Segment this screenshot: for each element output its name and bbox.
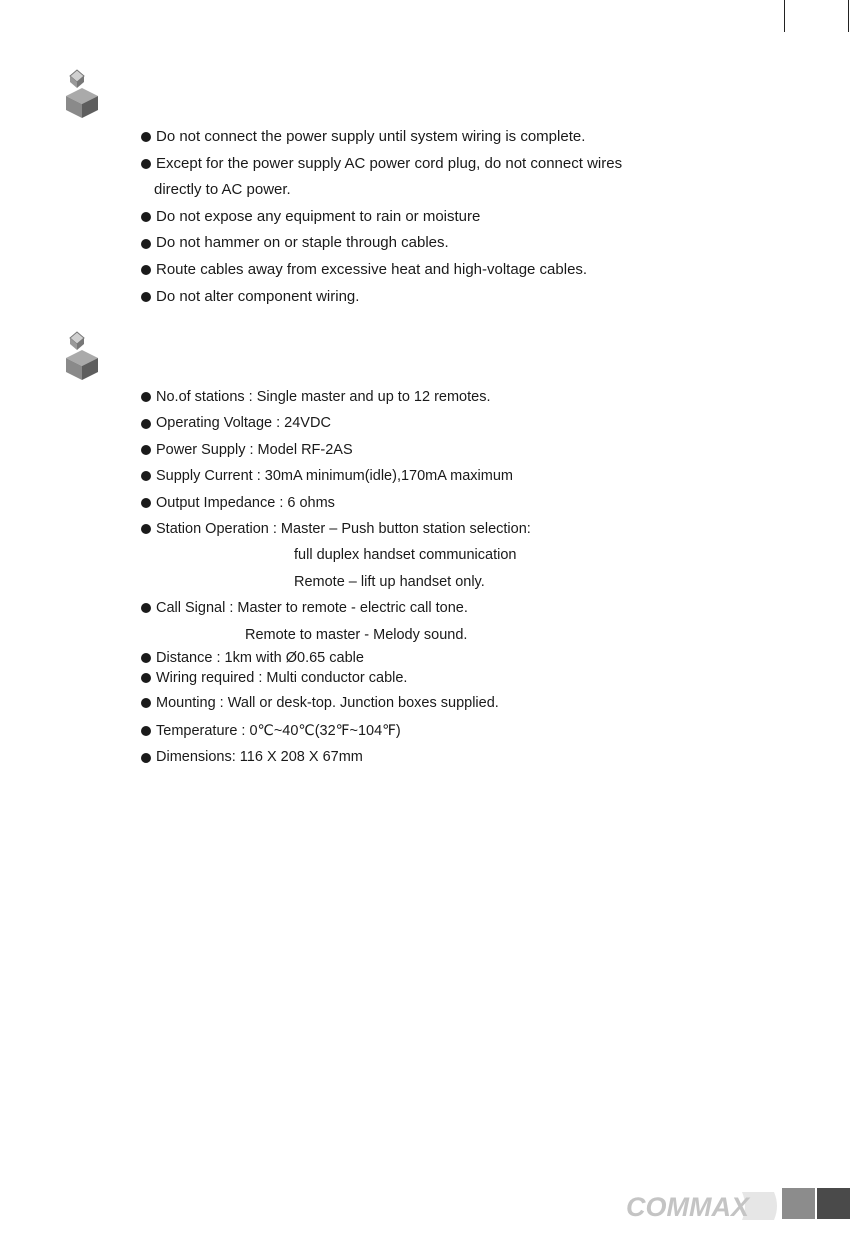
list-item: Temperature : 0℃~40℃(32℉~104℉) — [141, 718, 531, 744]
list-item: Dimensions: 116 X 208 X 67mm — [141, 744, 531, 770]
list-item: Remote – lift up handset only. — [294, 573, 485, 590]
list-item: No.of stations : Single master and up to 12 remotes. — [141, 384, 531, 410]
logo-text: COMMAX — [626, 1192, 749, 1222]
specifications-list — [141, 384, 531, 771]
list-item: Distance : 1km with Ø0.65 cable — [141, 648, 531, 668]
list-item: Do not hammer on or staple through cables. — [141, 230, 622, 257]
footer-bar-light — [782, 1188, 815, 1219]
list-item: Except for the power supply AC power cord plug, do not connect wires — [141, 151, 622, 178]
commax-logo — [624, 1190, 779, 1222]
crop-mark-left — [784, 0, 785, 32]
list-item: Station Operation : Master – Push button station selection: — [141, 516, 531, 542]
crop-marks — [0, 0, 850, 32]
cube-icon — [60, 68, 106, 118]
cube-icon — [60, 330, 106, 380]
list-item: Supply Current : 30mA minimum(idle),170mA maximum — [141, 463, 531, 489]
list-item: Do not connect the power supply until system wiring is complete. — [141, 124, 622, 151]
list-item: Remote to master - Melody sound. — [245, 626, 468, 643]
footer-bar-dark — [817, 1188, 850, 1219]
list-item: Operating Voltage : 24VDC — [141, 410, 531, 436]
list-item: directly to AC power. — [154, 181, 291, 199]
list-item: full duplex handset communication — [294, 547, 517, 564]
list-item: Power Supply : Model RF-2AS — [141, 437, 531, 463]
list-item: Do not expose any equipment to rain or moisture — [141, 204, 622, 231]
list-item: Do not alter component wiring. — [141, 284, 622, 311]
list-item: Mounting : Wall or desk-top. Junction boxes supplied. — [141, 688, 531, 718]
list-item: Route cables away from excessive heat and high-voltage cables. — [141, 257, 622, 284]
list-item: Output Impedance : 6 ohms — [141, 490, 531, 516]
list-item: Wiring required : Multi conductor cable. — [141, 668, 531, 688]
safety-notes-list — [141, 124, 622, 310]
crop-mark-right — [848, 0, 849, 32]
list-item: Call Signal : Master to remote - electric call tone. — [141, 595, 531, 621]
